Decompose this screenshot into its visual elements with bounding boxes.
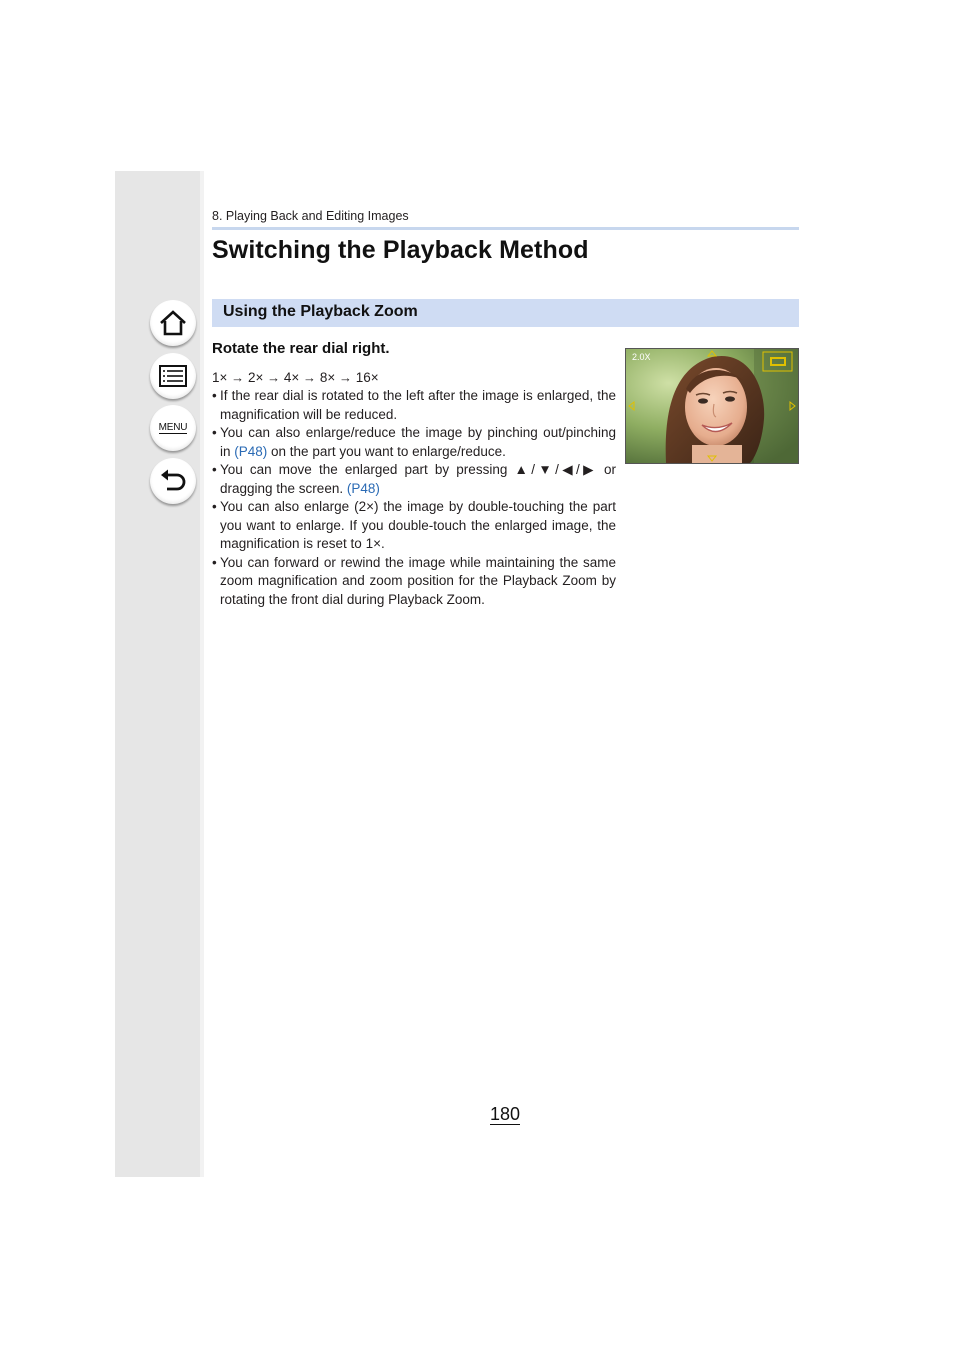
page-number: 180 (490, 1104, 521, 1124)
zoom-step: 4× (283, 370, 300, 385)
bullet-text: You can forward or rewind the image while maintaining the same zoom magnification and zoom position for the Playback Zoom by rotating the front dial during Playback Zoom. (220, 554, 616, 607)
return-arrow-icon (158, 466, 188, 496)
header-rule (212, 227, 799, 230)
menu-button[interactable] (150, 405, 196, 451)
section-header (212, 299, 799, 327)
zoom-level-label: 2.0X (632, 352, 651, 362)
arrow-icon: → (338, 370, 352, 385)
breadcrumb: 8. Playing Back and Editing Images (212, 209, 409, 223)
bullet-text: If the rear dial is rotated to the left after the image is enlarged, the magnification will be reduced. (220, 388, 616, 422)
playback-zoom-screen (625, 348, 799, 464)
list-icon (158, 363, 188, 389)
home-icon (158, 308, 188, 338)
menu-label: MENU (158, 422, 188, 433)
back-button[interactable] (150, 458, 196, 504)
page-link[interactable]: (P48) (234, 443, 268, 459)
zoom-step: 1× (212, 370, 228, 385)
zoom-step: 16× (355, 370, 379, 385)
arrow-icon: → (231, 370, 245, 385)
zoom-step: 8× (319, 370, 336, 385)
arrow-icon: → (303, 370, 317, 385)
section-title: Using the Playback Zoom (223, 303, 418, 320)
page-link[interactable]: (P48) (346, 480, 380, 496)
home-button[interactable] (150, 300, 196, 346)
bullet-text: You can move the enlarged part by pressing ▲/▼/◀/▶ or dragging the screen. (220, 462, 616, 496)
bullet-item (212, 424, 616, 461)
bullet-text: You can also enlarge/reduce the image by pinching out/pinching in (220, 425, 616, 459)
zoom-sequence (212, 370, 379, 385)
bullet-item (212, 387, 616, 424)
bullet-item (212, 461, 616, 498)
page-title: Switching the Playback Method (212, 236, 589, 264)
bullet-item (212, 554, 616, 610)
screen-image (626, 349, 798, 463)
bullet-list (212, 387, 616, 609)
bullet-item (212, 498, 616, 554)
arrow-icon: → (267, 370, 281, 385)
sidebar-edge (200, 171, 204, 1177)
bullet-text: on the part you want to enlarge/reduce. (267, 443, 506, 459)
zoom-step: 2× (247, 370, 264, 385)
step-heading: Rotate the rear dial right. (212, 340, 390, 357)
bullet-text: You can also enlarge (2×) the image by double-touching the part you want to enlarge. If you double-touch the enlarged image, the magnification is reset to 1×. (220, 499, 616, 551)
contents-button[interactable] (150, 353, 196, 399)
